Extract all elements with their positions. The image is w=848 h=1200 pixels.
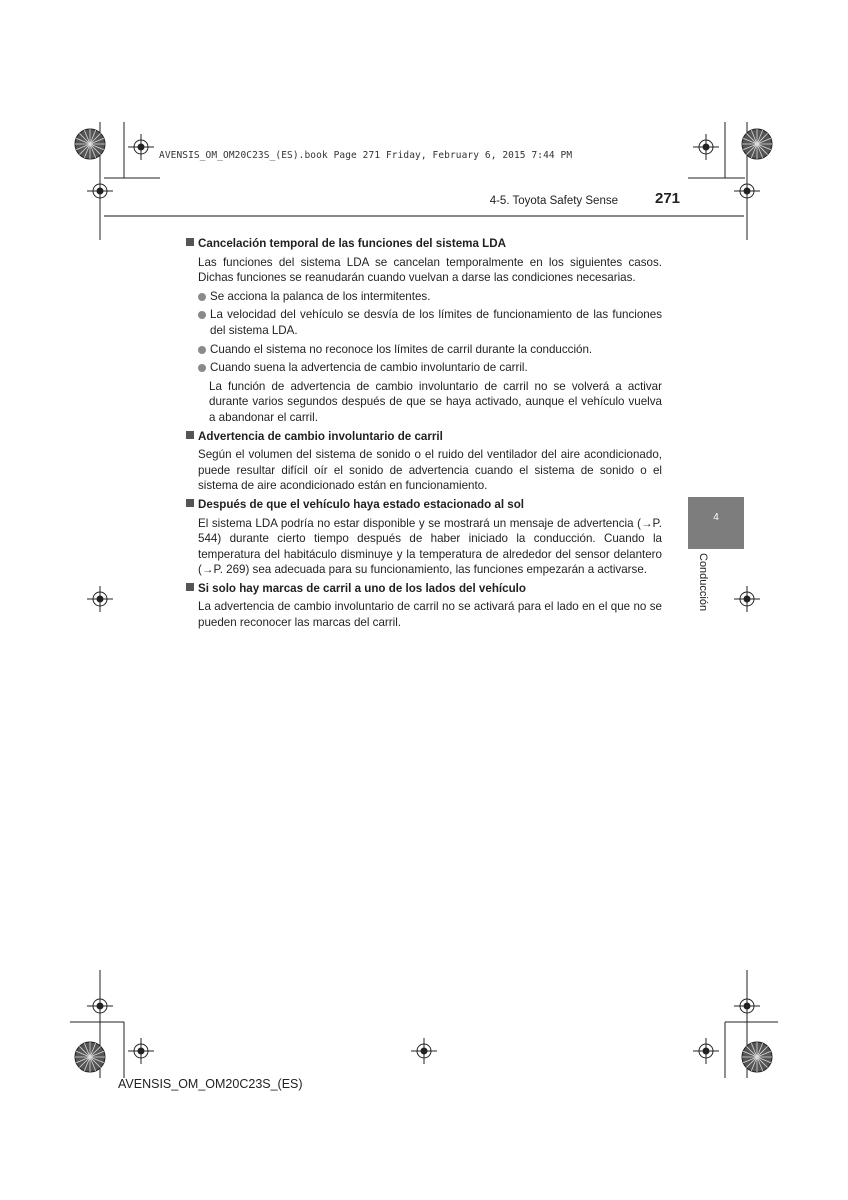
list-item — [198, 342, 662, 358]
chapter-title: Conducción — [697, 553, 709, 612]
print-info-line: AVENSIS_OM_OM20C23S_(ES).book Page 271 Friday, February 6, 2015 7:44 PM — [159, 150, 573, 161]
section-title-text: Si solo hay marcas de carril a uno de los lados del vehículo — [198, 581, 526, 595]
circle-bullet-icon — [198, 364, 206, 372]
chapter-tab — [688, 497, 744, 549]
section-paragraph: La advertencia de cambio involuntario de carril no se activará para el lado en el que no se pueden reconocer las marcas del carril. — [198, 600, 662, 630]
circle-bullet-icon — [198, 293, 206, 301]
list-item-text: La velocidad del vehículo se desvía de los límites de funcionamiento de las funciones del sistema LDA. — [210, 308, 662, 337]
page-number: 271 — [655, 190, 681, 207]
header-rule — [104, 215, 744, 217]
list-item-text: Cuando el sistema no reconoce los límites de carril durante la conducción. — [210, 342, 593, 356]
list-item — [198, 307, 662, 338]
section-title-text: Después de que el vehículo haya estado estacionado al sol — [198, 497, 525, 511]
section-heading — [186, 429, 662, 445]
list-item-note: La función de advertencia de cambio involuntario de carril no se volverá a activar durante varios segundos después de que se haya activado, aunque el vehículo vuelva a abandonar el carril. — [209, 379, 662, 424]
section-paragraph: Las funciones del sistema LDA se cancelan temporalmente en los siguientes casos. Dichas funciones se reanudarán cuando vuelvan a darse las condiciones necesarias. — [198, 255, 662, 285]
list-item — [198, 360, 662, 376]
section-heading — [186, 236, 662, 252]
list-item-text: Se acciona la palanca de los intermitentes. — [210, 289, 431, 303]
chapter-number: 4 — [713, 512, 719, 523]
section-heading — [186, 497, 662, 513]
footer-document-code: AVENSIS_OM_OM20C23S_(ES) — [118, 1077, 303, 1091]
circle-bullet-icon — [198, 346, 206, 354]
circle-bullet-icon — [198, 311, 206, 319]
square-bullet-icon — [186, 499, 194, 507]
section-paragraph: El sistema LDA podría no estar disponible y se mostrará un mensaje de advertencia (→P. 544) durante cierto tiempo después de haber iniciado la conducción. Cuando la temperatura del habitáculo disminuye y la temperatura de alrededor del sensor delantero (→P. 269) sea adecuada para su funcionamiento, las funciones empezarán a activarse. — [198, 516, 662, 577]
list-item-text: Cuando suena la advertencia de cambio involuntario de carril. — [210, 361, 528, 375]
section-title-text: Advertencia de cambio involuntario de carril — [198, 429, 443, 443]
square-bullet-icon — [186, 583, 194, 591]
list-item — [198, 289, 662, 305]
square-bullet-icon — [186, 431, 194, 439]
section-heading — [186, 581, 662, 597]
page-content — [186, 236, 662, 634]
header-section-title: 4-5. Toyota Safety Sense — [489, 195, 618, 207]
square-bullet-icon — [186, 238, 194, 246]
section-paragraph: Según el volumen del sistema de sonido o el ruido del ventilador del aire acondicionado, puede resultar difícil oír el sonido de advertencia cuando el sistema de sonido o el sistema de aire acondicionado están en funcionamiento. — [198, 448, 662, 493]
section-title-text: Cancelación temporal de las funciones del sistema LDA — [198, 237, 506, 250]
